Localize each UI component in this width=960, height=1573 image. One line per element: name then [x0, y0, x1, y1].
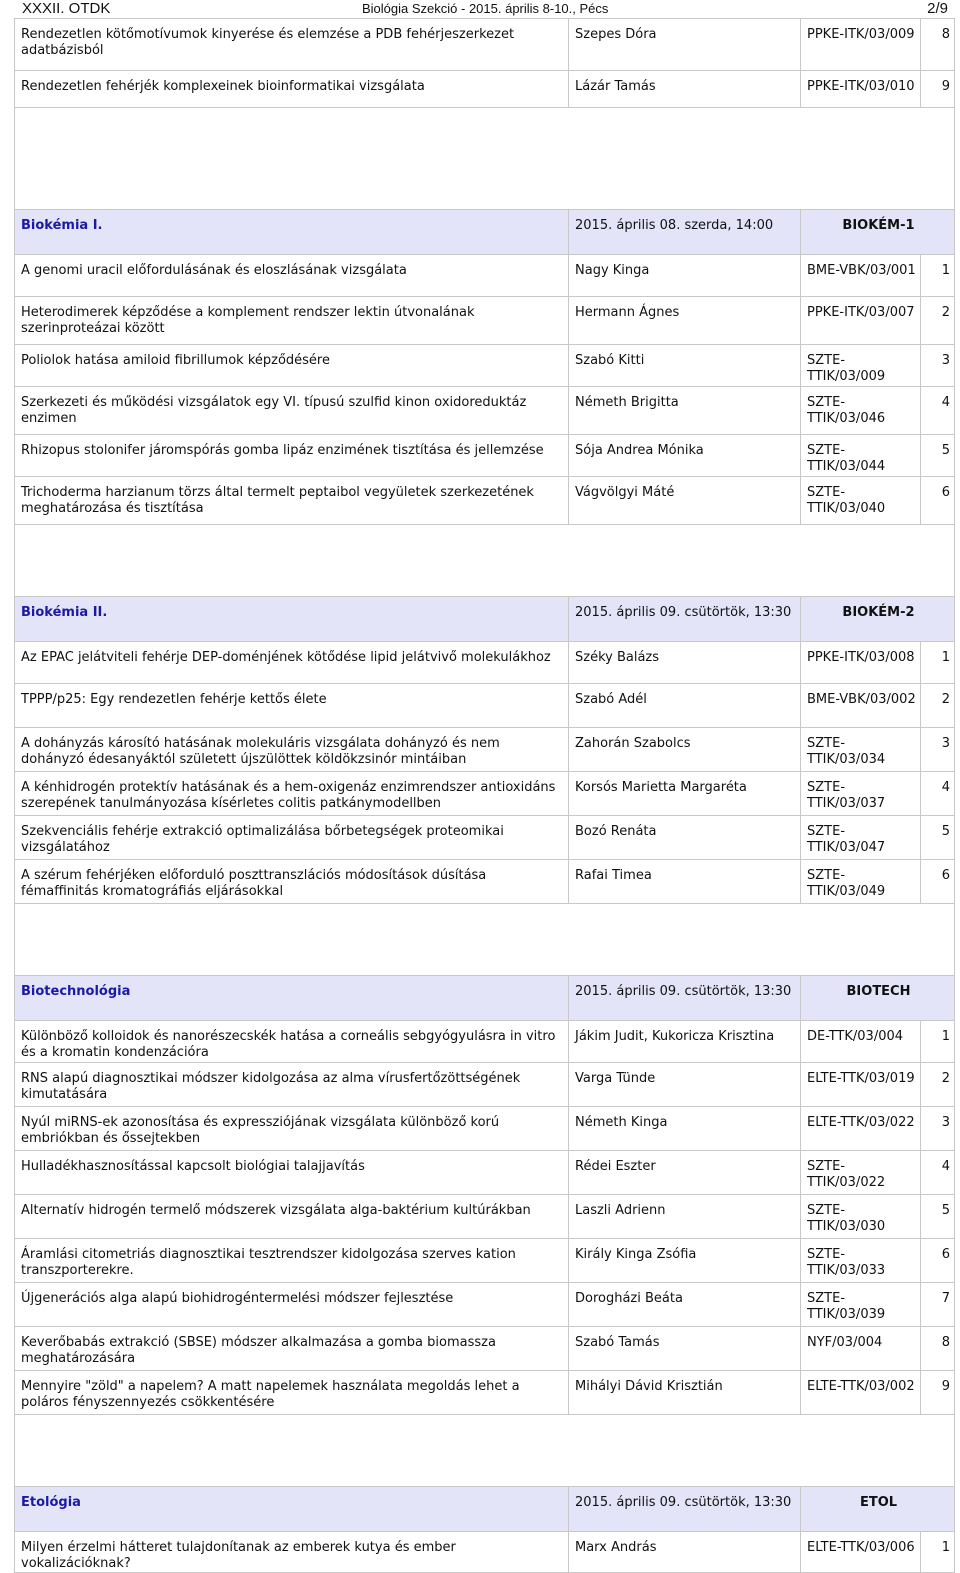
section-name: Biokémia II.	[21, 605, 108, 620]
talk-presenter: Dorogházi Beáta	[569, 1283, 801, 1327]
talk-presenter: Nagy Kinga	[569, 255, 801, 297]
talk-title: Rendezetlen fehérjék komplexeinek bioinformatikai vizsgálata	[15, 71, 569, 108]
talk-title: Rendezetlen kötőmotívumok kinyerése és elemzése a PDB fehérjeszerkezet adatbázisból	[15, 19, 569, 71]
section-gap	[15, 904, 955, 976]
talk-row	[15, 1107, 955, 1151]
section-gap	[15, 525, 955, 597]
talk-row	[15, 816, 955, 860]
talk-code: DE-TTK/03/004	[801, 1021, 921, 1063]
talk-number: 5	[921, 435, 955, 477]
talk-code: NYF/03/004	[801, 1327, 921, 1371]
section-code: BIOKÉM-2	[842, 605, 915, 620]
talk-presenter: Rafai Timea	[569, 860, 801, 904]
talk-number: 3	[921, 728, 955, 772]
talk-code: SZTE-TTIK/03/033	[801, 1239, 921, 1283]
talk-number: 4	[921, 387, 955, 435]
talk-number: 4	[921, 1151, 955, 1195]
talk-number: 2	[921, 297, 955, 345]
section-datetime-cell	[569, 1487, 801, 1532]
section-datetime: 2015. április 09. csütörtök, 13:30	[575, 984, 792, 999]
talk-title: Különböző kolloidok és nanorészecskék hatása a corneális sebgyógyulásra in vitro és a kromatin kondenzációra	[15, 1021, 569, 1063]
section-name-cell	[15, 597, 569, 642]
section-datetime-cell	[569, 976, 801, 1021]
talk-number: 3	[921, 1107, 955, 1151]
talk-row	[15, 1283, 955, 1327]
section-header-row	[15, 210, 955, 255]
talk-row	[15, 387, 955, 435]
talk-code: PPKE-ITK/03/009	[801, 19, 921, 71]
talk-number: 8	[921, 19, 955, 71]
talk-code: SZTE-TTIK/03/040	[801, 477, 921, 525]
talk-row	[15, 1371, 955, 1415]
talk-number: 6	[921, 860, 955, 904]
talk-code: SZTE-TTIK/03/034	[801, 728, 921, 772]
talk-number: 5	[921, 816, 955, 860]
section-gap	[15, 1415, 955, 1487]
talk-presenter: Széky Balázs	[569, 642, 801, 684]
talk-title: Nyúl miRNS-ek azonosítása és expressziójának vizsgálata különböző korú embriókban és őssejtekben	[15, 1107, 569, 1151]
page-header	[0, 0, 960, 18]
talk-code: BME-VBK/03/001	[801, 255, 921, 297]
talk-title: Hulladékhasznosítással kapcsolt biológiai talajjavítás	[15, 1151, 569, 1195]
talk-title: A kénhidrogén protektív hatásának és a hem-oxigenáz enzimrendszer antioxidáns szerepének tanulmányozása kísérletes colitis patkánymodellben	[15, 772, 569, 816]
talk-presenter: Laszli Adrienn	[569, 1195, 801, 1239]
talk-code: ELTE-TTK/03/006	[801, 1532, 921, 1573]
talk-number: 9	[921, 71, 955, 108]
talk-row	[15, 728, 955, 772]
section-name-cell	[15, 976, 569, 1021]
section-subtitle: Biológia Szekció - 2015. április 8-10., Pécs	[362, 1, 609, 16]
talk-title: Heterodimerek képződése a komplement rendszer lektin útvonalának szerinproteázai között	[15, 297, 569, 345]
talk-presenter: Hermann Ágnes	[569, 297, 801, 345]
talk-presenter: Zahorán Szabolcs	[569, 728, 801, 772]
talk-title: Alternatív hidrogén termelő módszerek vizsgálata alga-baktérium kultúrákban	[15, 1195, 569, 1239]
section-code: ETOL	[859, 1495, 898, 1510]
talk-row	[15, 684, 955, 728]
talk-number: 1	[921, 1532, 955, 1573]
talk-code: SZTE-TTIK/03/039	[801, 1283, 921, 1327]
talk-number: 6	[921, 1239, 955, 1283]
talk-code: SZTE-TTIK/03/030	[801, 1195, 921, 1239]
talk-presenter: Szepes Dóra	[569, 19, 801, 71]
talk-code: SZTE-TTIK/03/049	[801, 860, 921, 904]
section-datetime-cell	[569, 597, 801, 642]
talk-row	[15, 860, 955, 904]
section-header-row	[15, 976, 955, 1021]
talk-title: A szérum fehérjéken előforduló poszttranszlációs módosítások dúsítása fémaffinitás kromatográfiás eljárásokkal	[15, 860, 569, 904]
talk-presenter: Marx András	[569, 1532, 801, 1573]
competition-title: XXXII. OTDK	[22, 0, 111, 17]
talk-presenter: Bozó Renáta	[569, 816, 801, 860]
talk-title: Trichoderma harzianum törzs által termelt peptaibol vegyületek szerkezetének meghatározása és tisztítása	[15, 477, 569, 525]
section-name: Biokémia I.	[21, 218, 103, 233]
program-table	[14, 18, 955, 1573]
talk-title: Milyen érzelmi hátteret tulajdonítanak az emberek kutya és ember vokalizációknak?	[15, 1532, 569, 1573]
talk-number: 6	[921, 477, 955, 525]
talk-code: ELTE-TTK/03/002	[801, 1371, 921, 1415]
gap-cell	[15, 108, 955, 210]
talk-code: SZTE-TTIK/03/047	[801, 816, 921, 860]
section-code-cell	[801, 1487, 955, 1532]
talk-row	[15, 71, 955, 108]
talk-title: Poliolok hatása amiloid fibrillumok képződésére	[15, 345, 569, 387]
talk-row	[15, 19, 955, 71]
talk-code: PPKE-ITK/03/008	[801, 642, 921, 684]
talk-code: PPKE-ITK/03/007	[801, 297, 921, 345]
talk-number: 7	[921, 1283, 955, 1327]
section-name: Biotechnológia	[21, 984, 131, 999]
section-code: BIOTECH	[846, 984, 911, 999]
talk-presenter: Szabó Tamás	[569, 1327, 801, 1371]
talk-row	[15, 642, 955, 684]
section-header-row	[15, 1487, 955, 1532]
talk-title: A dohányzás károsító hatásának molekuláris vizsgálata dohányzó és nem dohányzó édesanyáktól született újszülöttek köldökzsinór mintáiban	[15, 728, 569, 772]
gap-cell	[15, 525, 955, 597]
section-header-row	[15, 597, 955, 642]
talk-code: PPKE-ITK/03/010	[801, 71, 921, 108]
talk-row	[15, 1021, 955, 1063]
talk-number: 2	[921, 684, 955, 728]
section-code-cell	[801, 210, 955, 255]
talk-presenter: Sója Andrea Mónika	[569, 435, 801, 477]
section-name-cell	[15, 210, 569, 255]
talk-code: BME-VBK/03/002	[801, 684, 921, 728]
talk-title: Szekvenciális fehérje extrakció optimalizálása bőrbetegségek proteomikai vizsgálatához	[15, 816, 569, 860]
section-code: BIOKÉM-1	[842, 218, 915, 233]
talk-number: 1	[921, 1021, 955, 1063]
talk-presenter: Rédei Eszter	[569, 1151, 801, 1195]
talk-presenter: Jákim Judit, Kukoricza Krisztina	[569, 1021, 801, 1063]
talk-number: 9	[921, 1371, 955, 1415]
talk-title: Szerkezeti és működési vizsgálatok egy VI. típusú szulfid kinon oxidoreduktáz enzimen	[15, 387, 569, 435]
section-datetime-cell	[569, 210, 801, 255]
talk-title: TPPP/p25: Egy rendezetlen fehérje kettős élete	[15, 684, 569, 728]
section-name-cell	[15, 1487, 569, 1532]
talk-row	[15, 297, 955, 345]
talk-presenter: Lázár Tamás	[569, 71, 801, 108]
talk-row	[15, 1195, 955, 1239]
talk-title: Az EPAC jelátviteli fehérje DEP-doménjének kötődése lipid jelátvivő molekulákhoz	[15, 642, 569, 684]
talk-code: SZTE-TTIK/03/022	[801, 1151, 921, 1195]
talk-code: SZTE-TTIK/03/009	[801, 345, 921, 387]
gap-cell	[15, 1415, 955, 1487]
talk-row	[15, 772, 955, 816]
gap-cell	[15, 904, 955, 976]
talk-presenter: Korsós Marietta Margaréta	[569, 772, 801, 816]
talk-number: 4	[921, 772, 955, 816]
talk-number: 1	[921, 255, 955, 297]
talk-code: SZTE-TTIK/03/044	[801, 435, 921, 477]
page-number: 2/9	[927, 0, 948, 17]
talk-title: Keverőbabás extrakció (SBSE) módszer alkalmazása a gomba biomassza meghatározására	[15, 1327, 569, 1371]
talk-row	[15, 1327, 955, 1371]
talk-presenter: Szabó Kitti	[569, 345, 801, 387]
section-datetime: 2015. április 08. szerda, 14:00	[575, 218, 774, 233]
talk-code: SZTE-TTIK/03/037	[801, 772, 921, 816]
talk-number: 2	[921, 1063, 955, 1107]
talk-number: 5	[921, 1195, 955, 1239]
section-gap	[15, 108, 955, 210]
talk-title: RNS alapú diagnosztikai módszer kidolgozása az alma vírusfertőzöttségének kimutatására	[15, 1063, 569, 1107]
talk-row	[15, 345, 955, 387]
section-name: Etológia	[21, 1495, 81, 1510]
talk-presenter: Vágvölgyi Máté	[569, 477, 801, 525]
section-datetime: 2015. április 09. csütörtök, 13:30	[575, 1495, 792, 1510]
talk-number: 1	[921, 642, 955, 684]
talk-presenter: Mihályi Dávid Krisztián	[569, 1371, 801, 1415]
talk-title: Újgenerációs alga alapú biohidrogéntermelési módszer fejlesztése	[15, 1283, 569, 1327]
talk-presenter: Németh Kinga	[569, 1107, 801, 1151]
talk-title: Mennyire "zöld" a napelem? A matt napelemek használata megoldás lehet a poláros fényszennyezés csökkentésére	[15, 1371, 569, 1415]
talk-code: ELTE-TTK/03/022	[801, 1107, 921, 1151]
talk-title: A genomi uracil előfordulásának és eloszlásának vizsgálata	[15, 255, 569, 297]
talk-row	[15, 435, 955, 477]
section-code-cell	[801, 597, 955, 642]
talk-number: 3	[921, 345, 955, 387]
talk-title: Rhizopus stolonifer járomspórás gomba lipáz enzimének tisztítása és jellemzése	[15, 435, 569, 477]
talk-code: ELTE-TTK/03/019	[801, 1063, 921, 1107]
section-datetime: 2015. április 09. csütörtök, 13:30	[575, 605, 792, 620]
talk-presenter: Németh Brigitta	[569, 387, 801, 435]
talk-code: SZTE-TTIK/03/046	[801, 387, 921, 435]
talk-row	[15, 1151, 955, 1195]
talk-presenter: Szabó Adél	[569, 684, 801, 728]
talk-presenter: Király Kinga Zsófia	[569, 1239, 801, 1283]
talk-title: Áramlási citometriás diagnosztikai tesztrendszer kidolgozása szerves kation transzporterekre.	[15, 1239, 569, 1283]
talk-number: 8	[921, 1327, 955, 1371]
talk-row	[15, 255, 955, 297]
talk-row	[15, 1239, 955, 1283]
talk-row	[15, 1532, 955, 1573]
talk-row	[15, 477, 955, 525]
talk-row	[15, 1063, 955, 1107]
talk-presenter: Varga Tünde	[569, 1063, 801, 1107]
section-code-cell	[801, 976, 955, 1021]
